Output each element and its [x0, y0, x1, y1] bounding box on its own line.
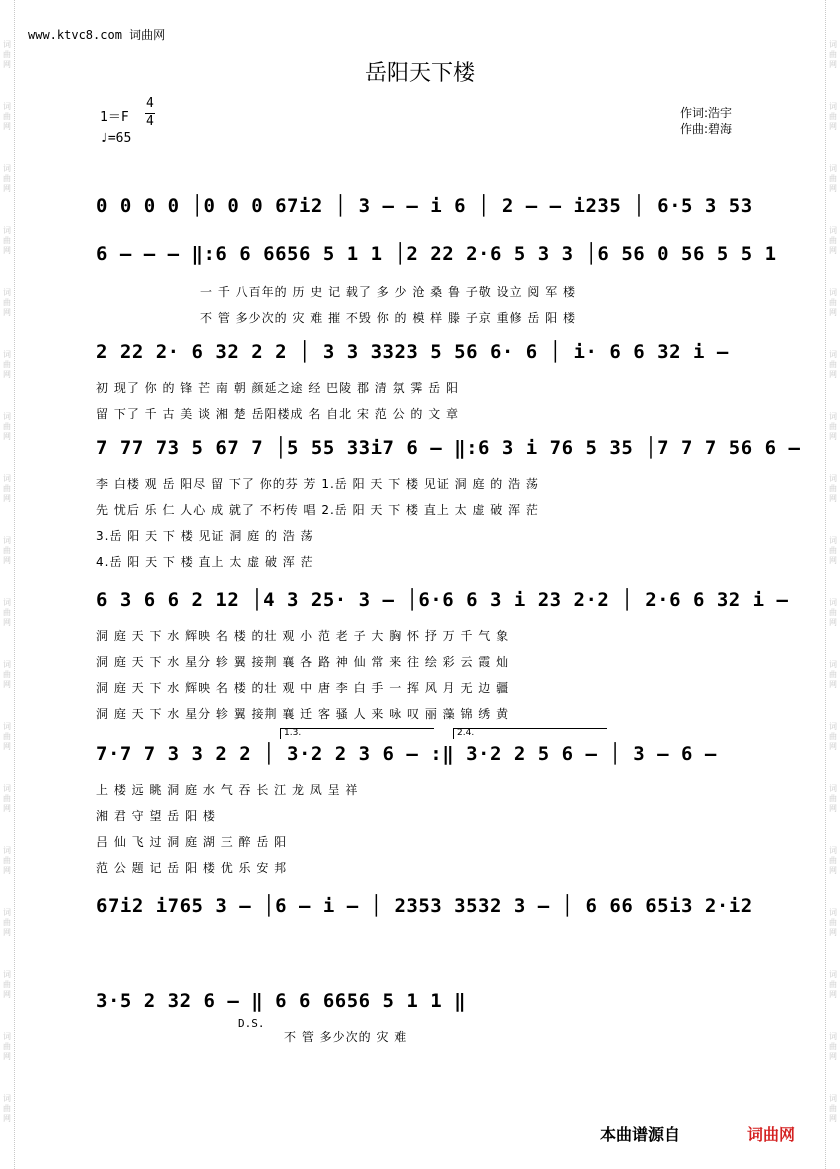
- watermark-glyph: 词 曲 网: [829, 536, 837, 565]
- watermark-glyph: 词 曲 网: [3, 226, 11, 255]
- volta-bracket-1: [280, 728, 434, 739]
- lyricist-credit: 作词:浩宇: [680, 106, 733, 120]
- watermark-glyph: 词 曲 网: [3, 970, 11, 999]
- tempo-marking: ♩=65: [100, 131, 132, 146]
- watermark-glyph: 词 曲 网: [829, 598, 837, 627]
- key-signature: 1＝F: [100, 110, 129, 125]
- lyrics-row-4-verse-4: 4.岳 阳 天 下 楼 直上 太 虚 破 浑 茫: [96, 555, 314, 569]
- watermark-glyph: 词 曲 网: [829, 164, 837, 193]
- watermark-glyph: 词 曲 网: [3, 784, 11, 813]
- notation-row-3: 2 22 2· 6 32 2 2 │ 3 3 3323 5 56 6· 6 │ i· 6 6 32 i –: [96, 341, 729, 363]
- notation-row-5: 6 3 6 6 2 12 │4 3 25· 3 – │6·6 6 3 i 23 2·2 │ 2·6 6 32 i –: [96, 589, 789, 611]
- notation-row-7: 67i2 i765 3 – │6 – i – │ 2353 3532 3 – │ 6 66 65i3 2·i2: [96, 895, 753, 917]
- lyrics-row-3-verse-1: 初 现了 你 的 锋 芒 南 朝 颜延之途 经 巴陵 郡 清 氛 霁 岳 阳: [96, 381, 460, 395]
- watermark-glyph: 词 曲 网: [829, 660, 837, 689]
- volta-label-1: 1.3.: [284, 728, 302, 738]
- watermark-glyph: 词 曲 网: [3, 1032, 11, 1061]
- page-title: 岳阳天下楼: [364, 61, 475, 86]
- volta-bracket-2: [453, 728, 607, 739]
- watermark-glyph: 词 曲 网: [3, 40, 11, 69]
- lyrics-row-4-verse-3: 3.岳 阳 天 下 楼 见证 洞 庭 的 浩 荡: [96, 529, 314, 543]
- notation-row-8: 3·5 2 32 6 – ‖ 6 6 6656 5 1 1 ‖: [96, 990, 467, 1012]
- watermark-glyph: 词 曲 网: [3, 412, 11, 441]
- site-url[interactable]: www.ktvc8.com 词曲网: [28, 28, 166, 42]
- dal-segno-marking: D.S.: [238, 1017, 265, 1030]
- watermark-glyph: 词 曲 网: [829, 226, 837, 255]
- watermark-glyph: 词 曲 网: [829, 40, 837, 69]
- lyrics-row-5-verse-2: 洞 庭 天 下 水 星分 轸 翼 接荆 襄 各 路 神 仙 常 来 往 绘 彩 云 霞 灿: [96, 655, 510, 669]
- watermark-glyph: 词 曲 网: [829, 1094, 837, 1123]
- watermark-glyph: 词 曲 网: [3, 350, 11, 379]
- lyrics-row-4-verse-1: 李 白楼 观 岳 阳尽 留 下了 你的芬 芳 1.岳 阳 天 下 楼 见证 洞 庭 的 浩 荡: [96, 477, 539, 491]
- watermark-glyph: 词 曲 网: [3, 908, 11, 937]
- notation-row-4: 7 77 73 5 67 7 │5 55 33i7 6 – ‖:6 3 i 76 5 35 │7 7 7 56 6 –: [96, 437, 801, 459]
- footer-site-logo[interactable]: 词曲网: [747, 1125, 796, 1144]
- lyrics-row-5-verse-3: 洞 庭 天 下 水 辉映 名 楼 的壮 观 中 唐 李 白 手 一 挥 风 月 无 边 疆: [96, 681, 510, 695]
- lyrics-row-4-verse-2: 先 忧后 乐 仁 人心 成 就了 不朽传 唱 2.岳 阳 天 下 楼 直上 太 虚 破 浑 茫: [96, 503, 539, 517]
- watermark-glyph: 词 曲 网: [829, 784, 837, 813]
- watermark-glyph: 词 曲 网: [3, 164, 11, 193]
- watermark-glyph: 词 曲 网: [3, 288, 11, 317]
- time-signature-bottom: 4: [146, 114, 154, 129]
- composer-credit: 作曲:碧海: [680, 122, 733, 136]
- watermark-glyph: 词 曲 网: [3, 474, 11, 503]
- lyrics-row-6-verse-1: 上 楼 远 眺 洞 庭 水 气 吞 长 江 龙 凤 呈 祥: [96, 783, 359, 797]
- time-signature-top: 4: [146, 96, 154, 111]
- watermark-glyph: 词 曲 网: [3, 722, 11, 751]
- notation-row-2: 6 – – – ‖:6 6 6656 5 1 1 │2 22 2·6 5 3 3 │6 56 0 56 5 5 1: [96, 243, 777, 265]
- lyrics-row-5-verse-4: 洞 庭 天 下 水 星分 轸 翼 接荆 襄 迁 客 骚 人 来 咏 叹 丽 藻 锦 绣 黄: [96, 707, 510, 721]
- watermark-glyph: 词 曲 网: [829, 722, 837, 751]
- watermark-glyph: 词 曲 网: [829, 846, 837, 875]
- volta-label-2: 2.4.: [457, 728, 475, 738]
- watermark-glyph: 词 曲 网: [3, 846, 11, 875]
- watermark-glyph: 词 曲 网: [829, 970, 837, 999]
- lyrics-row-3-verse-2: 留 下了 千 古 美 谈 湘 楚 岳阳楼成 名 自北 宋 范 公 的 文 章: [96, 407, 460, 421]
- watermark-glyph: 词 曲 网: [3, 1094, 11, 1123]
- footer-source-label: 本曲谱源自: [600, 1125, 681, 1144]
- lyrics-row-6-verse-3: 吕 仙 飞 过 洞 庭 湖 三 醉 岳 阳: [96, 835, 288, 849]
- lyrics-row-8-verse-1: 不 管 多少次的 灾 难: [284, 1030, 408, 1044]
- lyrics-row-6-verse-4: 范 公 题 记 岳 阳 楼 优 乐 安 邦: [96, 861, 288, 875]
- watermark-glyph: 词 曲 网: [829, 288, 837, 317]
- lyrics-row-6-verse-2: 湘 君 守 望 岳 阳 楼: [96, 809, 216, 823]
- watermark-glyph: 词 曲 网: [3, 598, 11, 627]
- watermark-glyph: 词 曲 网: [829, 350, 837, 379]
- lyrics-row-2-verse-2: 不 管 多少次的 灾 难 摧 不毁 你 的 模 样 滕 子京 重修 岳 阳 楼: [200, 311, 577, 325]
- watermark-glyph: 词 曲 网: [829, 412, 837, 441]
- watermark-glyph: 词 曲 网: [829, 1032, 837, 1061]
- lyrics-row-5-verse-1: 洞 庭 天 下 水 辉映 名 楼 的壮 观 小 范 老 子 大 胸 怀 抒 万 千 气 象: [96, 629, 510, 643]
- watermark-glyph: 词 曲 网: [829, 474, 837, 503]
- watermark-glyph: 词 曲 网: [3, 102, 11, 131]
- notation-row-6: 7·7 7 3 3 2 2 │ 3·2 2 3 6 – :‖ 3·2 2 5 6 – │ 3 – 6 –: [96, 743, 717, 765]
- notation-row-1: 0 0 0 0 │0 0 0 67i2 │ 3 – – i 6 │ 2 – – i235 │ 6·5 3 53: [96, 195, 753, 217]
- lyrics-row-2-verse-1: 一 千 八百年的 历 史 记 载了 多 少 沧 桑 鲁 子敬 设立 阅 军 楼: [200, 285, 577, 299]
- watermark-glyph: 词 曲 网: [3, 536, 11, 565]
- watermark-glyph: 词 曲 网: [829, 908, 837, 937]
- watermark-glyph: 词 曲 网: [3, 660, 11, 689]
- watermark-glyph: 词 曲 网: [829, 102, 837, 131]
